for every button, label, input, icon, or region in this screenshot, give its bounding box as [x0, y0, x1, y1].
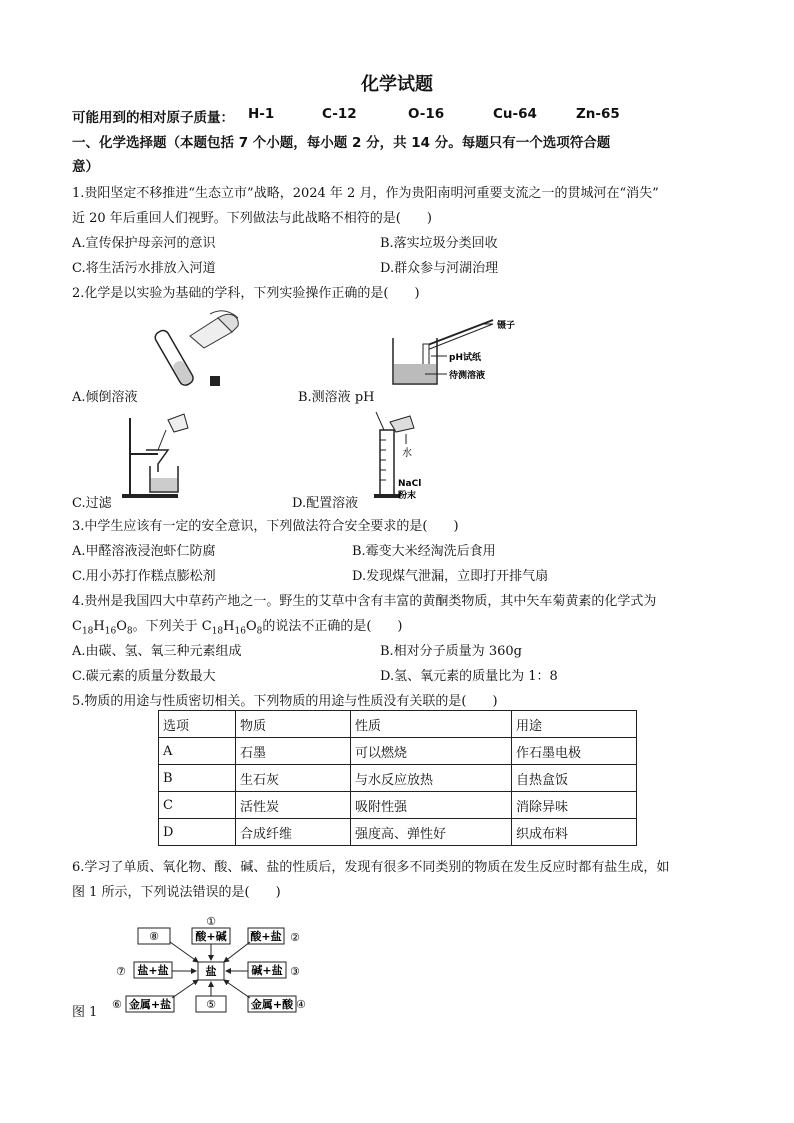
formula-h2: H [223, 619, 235, 634]
q5-stem: 5.物质的用途与性质密切相关。下列物质的用途与性质没有关联的是( ) [72, 694, 498, 709]
q1-option-b[interactable]: B.落实垃圾分类回收 [380, 236, 498, 251]
box-salt-salt: 盐+盐 [137, 964, 169, 977]
atomic-mass-o: O-16 [408, 106, 445, 122]
formula-c: C [72, 619, 82, 634]
formula-h-sub: 16 [104, 626, 117, 637]
q5-table [158, 710, 637, 846]
table-cell: D [159, 819, 236, 846]
num-7: ⑦ [116, 965, 126, 978]
q4-option-a[interactable]: A.由碳、氢、氧三种元素组成 [72, 644, 242, 659]
table-row [159, 819, 637, 846]
q2-stem: 2.化学是以实验为基础的学科，下列实验操作正确的是( ) [72, 286, 420, 301]
atomic-mass-label: 可能用到的相对原子质量： [72, 110, 234, 126]
table-cell: C [159, 792, 236, 819]
q6-stem: 6.学习了单质、氧化物、酸、碱、盐的性质后，发现有很多不同类别的物质在发生反应时都有盐生成，如 [72, 860, 670, 875]
label-powder: 粉末 [398, 491, 417, 500]
q4-stem-cont [72, 615, 403, 637]
box-acid-base: 酸+碱 [195, 930, 227, 943]
formula-c-sub: 18 [81, 626, 94, 637]
label-tweezers: 镊子 [497, 321, 515, 331]
formula-o2: O [245, 619, 257, 634]
q3-option-c[interactable]: C.用小苏打作糕点膨松剂 [72, 569, 216, 584]
table-cell: 与水反应放热 [351, 765, 512, 792]
section-heading-cont: 意） [72, 159, 99, 175]
q6-stem-cont: 图 1 所示，下列说法错误的是( ) [72, 885, 281, 900]
box-base-salt: 碱+盐 [251, 964, 283, 977]
table-header: 性质 [351, 711, 512, 738]
table-cell: A [159, 738, 236, 765]
label-nacl: NaCl [398, 479, 422, 489]
box-metal-acid: 金属+酸 [250, 998, 294, 1011]
label-test-solution: 待测溶液 [449, 371, 486, 381]
table-cell: 生石灰 [236, 765, 351, 792]
q4-mid: 。下列关于 [132, 619, 202, 634]
num-1: ① [206, 915, 216, 928]
q1-stem-cont: 近 20 年后重回人们视野。下列做法与此战略不相符的是( ) [72, 211, 432, 226]
q2-option-a[interactable]: A.倾倒溶液 [72, 390, 138, 405]
table-cell: 强度高、弹性好 [351, 819, 512, 846]
formula-o: O [116, 619, 127, 634]
q1-stem: 1.贵阳坚定不移推进“生态立市”战略，2024 年 2 月，作为贵阳南明河重要支流之一的贯城河在“消失” [72, 186, 659, 201]
formula-h: H [93, 619, 105, 634]
center-salt: 盐 [205, 965, 217, 978]
formula-o-sub: 8 [126, 626, 133, 637]
section-heading: 一、化学选择题（本题包括 7 个小题，每小题 2 分，共 14 分。每题只有一个选项符合题 [72, 135, 611, 151]
table-row [159, 738, 637, 765]
atomic-mass-zn: Zn-65 [576, 106, 620, 122]
label-ph-paper: pH试纸 [449, 353, 481, 363]
q3-option-b[interactable]: B.霉变大米经淘洗后食用 [352, 544, 496, 559]
q3-stem: 3.中学生应该有一定的安全意识，下列做法符合安全要求的是( ) [72, 519, 459, 534]
q4-option-d[interactable]: D.氢、氧元素的质量比为 1：8 [380, 669, 558, 684]
table-row [159, 792, 637, 819]
label-water: 水 [402, 448, 412, 459]
formula-c2-sub: 18 [211, 626, 224, 637]
table-header: 用途 [512, 711, 637, 738]
table-cell: 织成布料 [512, 819, 637, 846]
box-acid-salt: 酸+盐 [250, 930, 282, 943]
q1-option-a[interactable]: A.宣传保护母亲河的意识 [72, 236, 216, 251]
q4-end: 的说法不正确的是( ) [262, 619, 403, 634]
table-cell: 消除异味 [512, 792, 637, 819]
page-title: 化学试题 [361, 74, 433, 95]
atomic-mass-h: H-1 [248, 106, 275, 122]
q2-option-c[interactable]: C.过滤 [72, 496, 112, 511]
table-cell: 吸附性强 [351, 792, 512, 819]
q2-option-b[interactable]: B.测溶液 pH [298, 390, 375, 405]
table-cell: 自热盒饭 [512, 765, 637, 792]
filtration-figure [118, 410, 198, 500]
num-3: ③ [290, 965, 300, 978]
table-header-row [159, 711, 637, 738]
table-row [159, 765, 637, 792]
box-5: ⑤ [206, 998, 216, 1011]
q3-option-d[interactable]: D.发现煤气泄漏，立即打开排气扇 [352, 569, 549, 584]
prepare-solution-figure [366, 410, 446, 500]
formula-h2-sub: 16 [234, 626, 246, 637]
atomic-mass-c: C-12 [322, 106, 357, 122]
table-cell: 作石墨电极 [512, 738, 637, 765]
table-cell: 石墨 [236, 738, 351, 765]
formula-c2: C [201, 619, 212, 634]
q4-option-c[interactable]: C.碳元素的质量分数最大 [72, 669, 216, 684]
q3-option-a[interactable]: A.甲醛溶液浸泡虾仁防腐 [72, 544, 216, 559]
num-4: ④ [296, 998, 306, 1011]
salt-reaction-diagram [110, 910, 320, 1020]
figure-1-label: 图 1 [72, 1005, 98, 1020]
atomic-mass-cu: Cu-64 [493, 106, 537, 122]
q1-option-c[interactable]: C.将生活污水排放入河道 [72, 261, 216, 276]
q4-stem: 4.贵州是我国四大中草药产地之一。野生的艾草中含有丰富的黄酮类物质，其中矢车菊黄素的化学式为 [72, 594, 657, 609]
q4-option-b[interactable]: B.相对分子质量为 360g [380, 644, 522, 659]
table-header: 选项 [159, 711, 236, 738]
table-cell: 可以燃烧 [351, 738, 512, 765]
box-8: ⑧ [149, 930, 159, 943]
box-metal-salt: 金属+盐 [128, 998, 172, 1011]
ph-test-figure [385, 308, 515, 388]
q1-option-d[interactable]: D.群众参与河湖治理 [380, 261, 499, 276]
pour-liquid-figure [140, 306, 260, 396]
table-cell: 活性炭 [236, 792, 351, 819]
num-2: ② [290, 931, 300, 944]
table-cell: 合成纤维 [236, 819, 351, 846]
table-header: 物质 [236, 711, 351, 738]
q2-option-d[interactable]: D.配置溶液 [292, 496, 359, 511]
table-cell: B [159, 765, 236, 792]
formula-o2-sub: 8 [256, 626, 263, 637]
num-6: ⑥ [112, 998, 122, 1011]
